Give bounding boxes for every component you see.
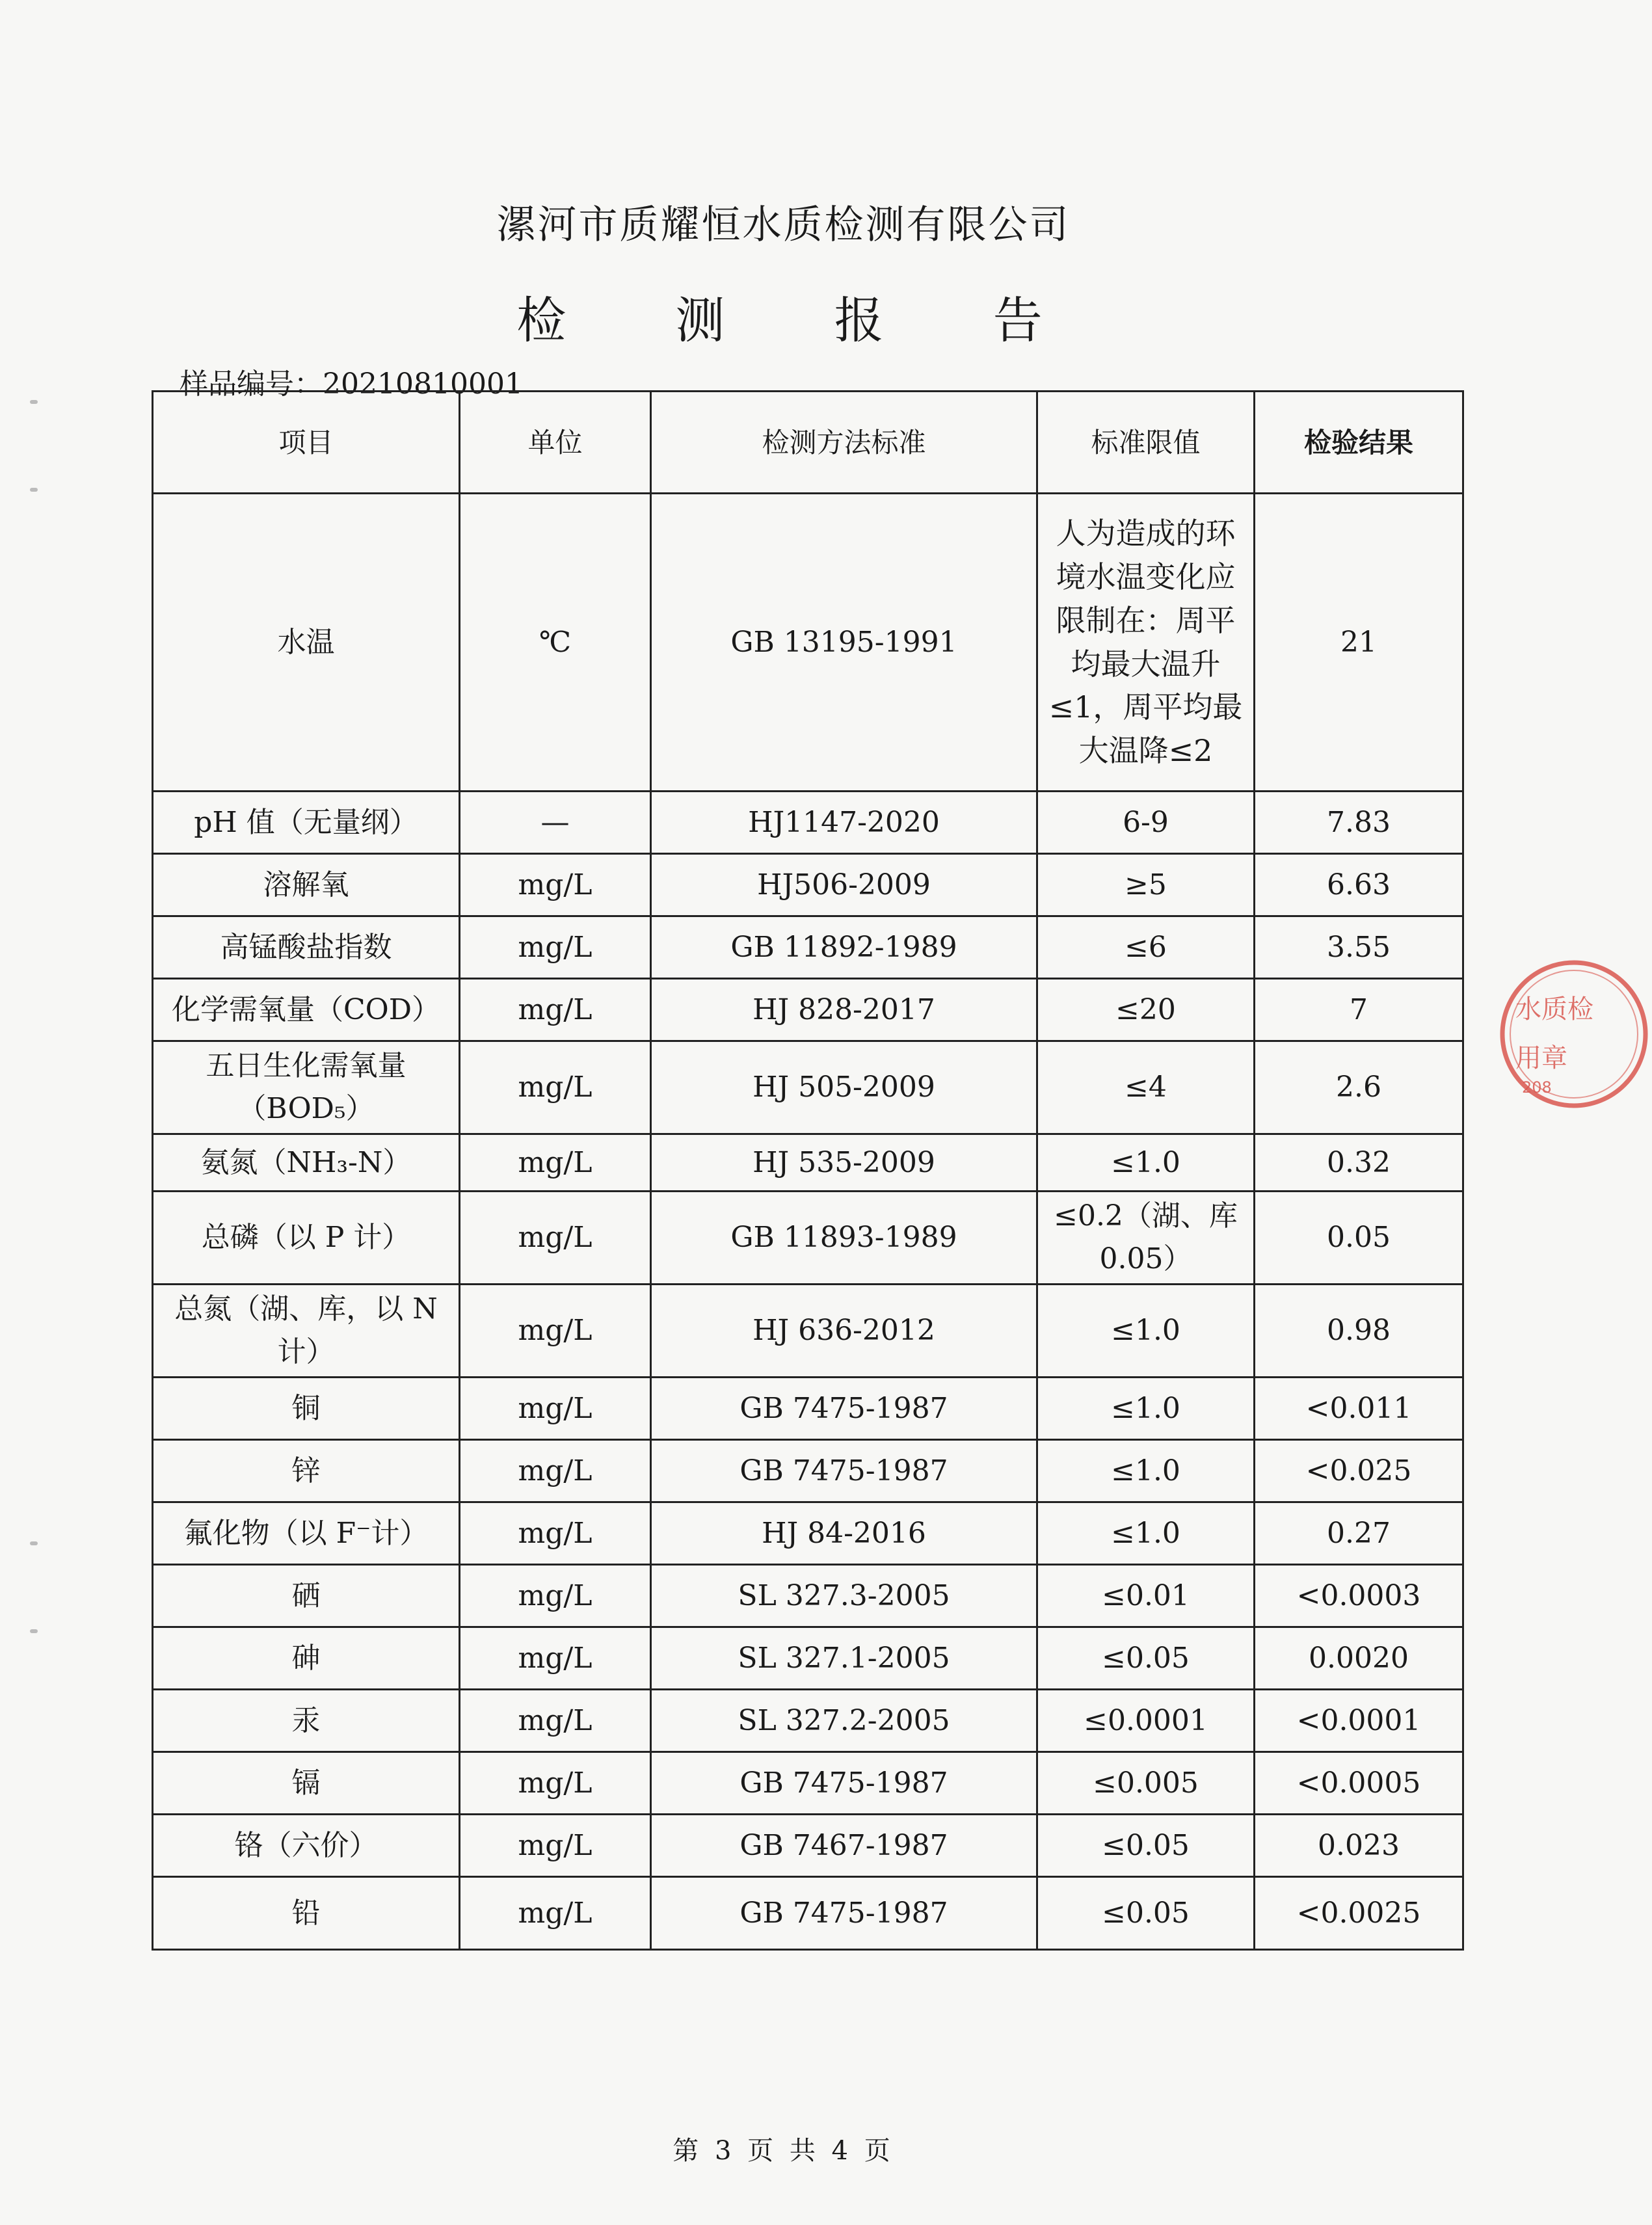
- table-row: [153, 1690, 1463, 1752]
- cell-limit: ≤1.0: [1037, 1440, 1255, 1502]
- cell-limit: ≤20: [1037, 979, 1255, 1041]
- cell-result: 21: [1255, 494, 1463, 792]
- cell-method: GB 7475-1987: [651, 1877, 1037, 1950]
- cell-method: HJ506-2009: [651, 854, 1037, 916]
- cell-unit: mg/L: [460, 1134, 651, 1192]
- table-row: [153, 1134, 1463, 1192]
- table-body: [153, 494, 1463, 1950]
- cell-method: SL 327.2-2005: [651, 1690, 1037, 1752]
- cell-limit: ≤0.05: [1037, 1877, 1255, 1950]
- cell-item: 氨氮（NH₃-N）: [153, 1134, 460, 1192]
- cell-item: 锌: [153, 1440, 460, 1502]
- cell-result: 7.83: [1255, 792, 1463, 854]
- cell-unit: ℃: [460, 494, 651, 792]
- sample-number-value: 20210810001: [323, 367, 523, 401]
- sample-number-label: 样品编号：: [180, 367, 323, 401]
- cell-limit: 6-9: [1037, 792, 1255, 854]
- cell-method: GB 11892-1989: [651, 916, 1037, 979]
- table-row: [153, 792, 1463, 854]
- cell-result: 0.0020: [1255, 1627, 1463, 1690]
- cell-method: GB 13195-1991: [651, 494, 1037, 792]
- cell-result: <0.0005: [1255, 1752, 1463, 1815]
- punch-hole-mark: [30, 488, 38, 492]
- report-title: 检 测 报 告: [516, 291, 1089, 349]
- cell-limit: ≤0.0001: [1037, 1690, 1255, 1752]
- header-result: 检验结果: [1255, 392, 1463, 494]
- cell-result: 0.98: [1255, 1285, 1463, 1378]
- table-row: [153, 1378, 1463, 1440]
- punch-hole-mark: [30, 400, 38, 404]
- cell-method: GB 7475-1987: [651, 1440, 1037, 1502]
- cell-result: 0.27: [1255, 1502, 1463, 1565]
- cell-unit: mg/L: [460, 916, 651, 979]
- table-row: [153, 1440, 1463, 1502]
- cell-unit: mg/L: [460, 1752, 651, 1815]
- table-row: [153, 854, 1463, 916]
- cell-unit: mg/L: [460, 1877, 651, 1950]
- table-row: [153, 1192, 1463, 1285]
- cell-limit: ≤1.0: [1037, 1285, 1255, 1378]
- cell-limit: ≤1.0: [1037, 1502, 1255, 1565]
- company-name: 漯河市质耀恒水质检测有限公司: [496, 202, 1071, 248]
- cell-method: GB 7475-1987: [651, 1752, 1037, 1815]
- cell-unit: mg/L: [460, 1502, 651, 1565]
- header-method: 检测方法标准: [651, 392, 1037, 494]
- results-table-wrapper: [152, 390, 1462, 1941]
- cell-item: 五日生化需氧量（BOD₅）: [153, 1041, 460, 1134]
- header-unit: 单位: [460, 392, 651, 494]
- punch-hole-mark: [30, 1541, 38, 1545]
- cell-result: <0.025: [1255, 1440, 1463, 1502]
- table-header-row: [153, 392, 1463, 494]
- cell-item: 铬（六价）: [153, 1815, 460, 1877]
- cell-item: 水温: [153, 494, 460, 792]
- table-row: [153, 1285, 1463, 1378]
- cell-unit: —: [460, 792, 651, 854]
- table-row: [153, 1815, 1463, 1877]
- cell-item: 砷: [153, 1627, 460, 1690]
- cell-method: SL 327.1-2005: [651, 1627, 1037, 1690]
- table-row: [153, 1041, 1463, 1134]
- cell-limit: ≤0.05: [1037, 1815, 1255, 1877]
- table-row: [153, 1752, 1463, 1815]
- cell-unit: mg/L: [460, 1440, 651, 1502]
- company-seal-stamp: [1496, 956, 1652, 1112]
- cell-result: 0.32: [1255, 1134, 1463, 1192]
- table-row: [153, 1877, 1463, 1950]
- table-row: [153, 1565, 1463, 1627]
- svg-text:208: 208: [1522, 1078, 1552, 1097]
- cell-unit: mg/L: [460, 1285, 651, 1378]
- cell-limit: ≤1.0: [1037, 1378, 1255, 1440]
- svg-text:用章: 用章: [1515, 1043, 1567, 1073]
- cell-item: pH 值（无量纲）: [153, 792, 460, 854]
- cell-limit: ≤0.05: [1037, 1627, 1255, 1690]
- header-limit: 标准限值: [1037, 392, 1255, 494]
- cell-limit: ≤1.0: [1037, 1134, 1255, 1192]
- cell-result: 2.6: [1255, 1041, 1463, 1134]
- cell-limit: 人为造成的环境水温变化应限制在：周平均最大温升≤1，周平均最大温降≤2: [1037, 494, 1255, 792]
- cell-unit: mg/L: [460, 1041, 651, 1134]
- cell-result: <0.0003: [1255, 1565, 1463, 1627]
- cell-unit: mg/L: [460, 1627, 651, 1690]
- cell-item: 总磷（以 P 计）: [153, 1192, 460, 1285]
- cell-item: 总氮（湖、库，以 N 计）: [153, 1285, 460, 1378]
- cell-item: 铜: [153, 1378, 460, 1440]
- cell-item: 溶解氧: [153, 854, 460, 916]
- table-row: [153, 1627, 1463, 1690]
- cell-limit: ≥5: [1037, 854, 1255, 916]
- cell-limit: ≤4: [1037, 1041, 1255, 1134]
- cell-unit: mg/L: [460, 854, 651, 916]
- cell-limit: ≤0.2（湖、库 0.05）: [1037, 1192, 1255, 1285]
- cell-method: GB 11893-1989: [651, 1192, 1037, 1285]
- cell-item: 镉: [153, 1752, 460, 1815]
- cell-item: 氟化物（以 F⁻计）: [153, 1502, 460, 1565]
- cell-limit: ≤0.005: [1037, 1752, 1255, 1815]
- table-row: [153, 494, 1463, 792]
- cell-item: 化学需氧量（COD）: [153, 979, 460, 1041]
- results-table: [152, 390, 1464, 1951]
- svg-text:水质检: 水质检: [1515, 994, 1593, 1024]
- cell-method: GB 7475-1987: [651, 1378, 1037, 1440]
- cell-result: 3.55: [1255, 916, 1463, 979]
- table-row: [153, 979, 1463, 1041]
- cell-unit: mg/L: [460, 1815, 651, 1877]
- cell-method: HJ 828-2017: [651, 979, 1037, 1041]
- cell-result: <0.011: [1255, 1378, 1463, 1440]
- header-item: 项目: [153, 392, 460, 494]
- cell-result: <0.0001: [1255, 1690, 1463, 1752]
- cell-item: 汞: [153, 1690, 460, 1752]
- cell-item: 高锰酸盐指数: [153, 916, 460, 979]
- cell-unit: mg/L: [460, 1690, 651, 1752]
- cell-limit: ≤0.01: [1037, 1565, 1255, 1627]
- cell-method: SL 327.3-2005: [651, 1565, 1037, 1627]
- cell-method: HJ 505-2009: [651, 1041, 1037, 1134]
- cell-unit: mg/L: [460, 1565, 651, 1627]
- page-number: 第 3 页 共 4 页: [673, 2136, 894, 2166]
- cell-unit: mg/L: [460, 1378, 651, 1440]
- cell-method: HJ 84-2016: [651, 1502, 1037, 1565]
- punch-hole-mark: [30, 1629, 38, 1633]
- table-row: [153, 1502, 1463, 1565]
- cell-result: 6.63: [1255, 854, 1463, 916]
- cell-unit: mg/L: [460, 979, 651, 1041]
- cell-result: <0.0025: [1255, 1877, 1463, 1950]
- cell-unit: mg/L: [460, 1192, 651, 1285]
- cell-method: HJ1147-2020: [651, 792, 1037, 854]
- cell-item: 铅: [153, 1877, 460, 1950]
- cell-method: HJ 535-2009: [651, 1134, 1037, 1192]
- cell-method: HJ 636-2012: [651, 1285, 1037, 1378]
- cell-result: 0.05: [1255, 1192, 1463, 1285]
- cell-method: GB 7467-1987: [651, 1815, 1037, 1877]
- cell-result: 7: [1255, 979, 1463, 1041]
- cell-limit: ≤6: [1037, 916, 1255, 979]
- cell-item: 硒: [153, 1565, 460, 1627]
- cell-result: 0.023: [1255, 1815, 1463, 1877]
- table-row: [153, 916, 1463, 979]
